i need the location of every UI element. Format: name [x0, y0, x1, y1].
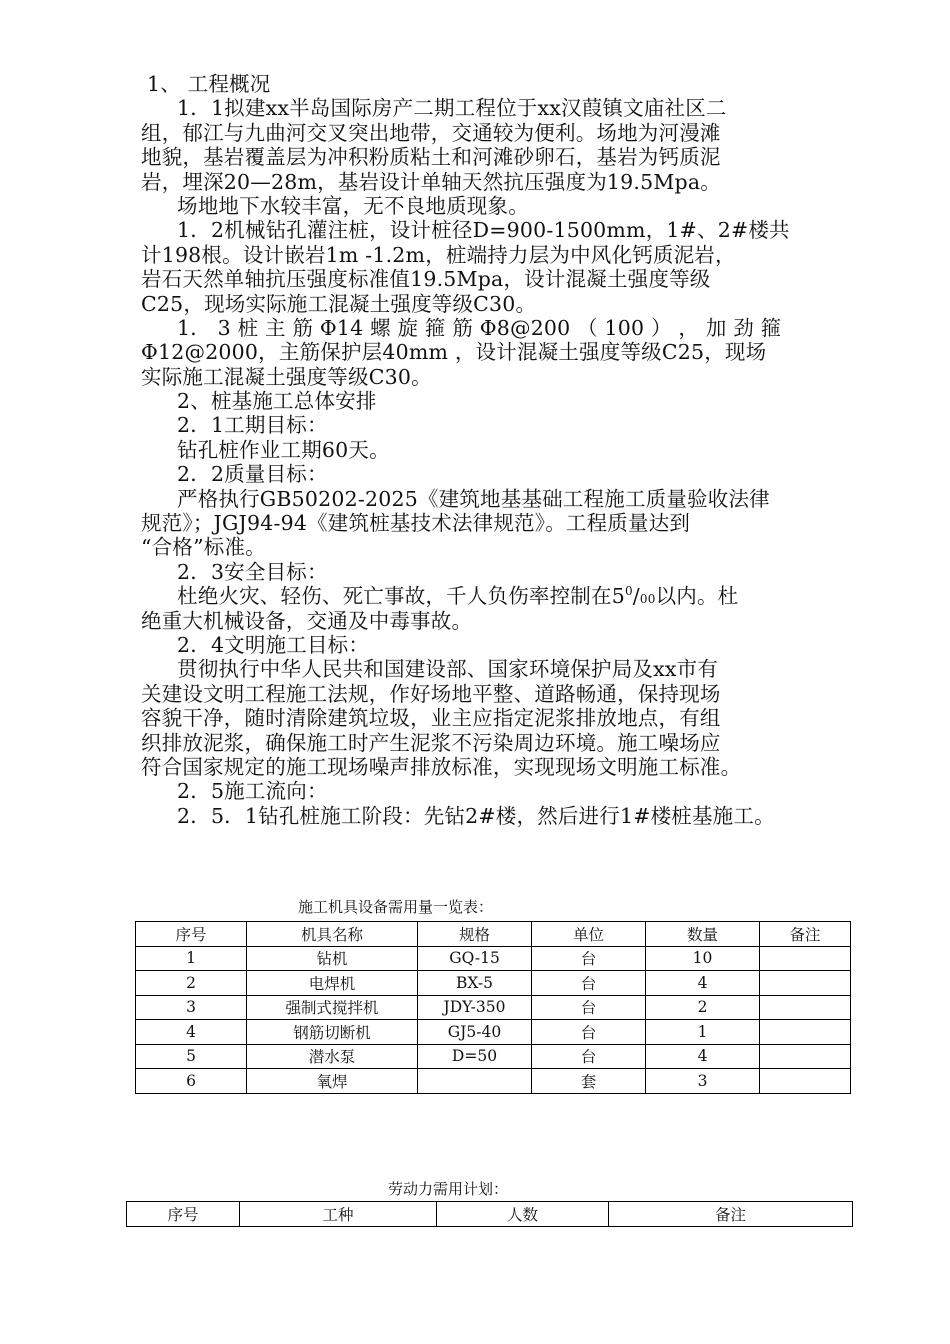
paragraph-group-b — [141, 609, 841, 829]
table-cell: D=50 — [418, 1044, 532, 1069]
table-row — [136, 1069, 851, 1094]
text-line: 规范》；JGJ94-94《建筑桩基技术法律规范》。工程质量达到 — [141, 511, 691, 536]
table-cell: 规格 — [418, 922, 532, 947]
text-line: 严格执行GB50202-2025《建筑地基基础工程施工质量验收法律 — [177, 486, 770, 511]
table-row — [136, 971, 851, 996]
table-row — [136, 1044, 851, 1069]
text-line: C25，现场实际施工混凝土强度等级C30。 — [141, 291, 537, 316]
table-cell: 钻机 — [247, 946, 418, 971]
table-cell — [760, 995, 851, 1020]
table-cell: 套 — [532, 1069, 646, 1094]
table-header-row — [127, 1202, 853, 1227]
table-cell: 3 — [646, 1069, 760, 1094]
text-line: 容貌干净，随时清除建筑垃圾，业主应指定泥浆排放地点，有组 — [141, 706, 721, 731]
safety-goal-line: 杜绝火灾、轻伤、死亡事故，千人负伤率控制在$5^0/00$以内。杜 — [177, 584, 739, 609]
table-cell: 10 — [646, 946, 760, 971]
table-cell: 强制式搅拌机 — [247, 995, 418, 1020]
table-cell: 钢筋切断机 — [247, 1020, 418, 1045]
text-line: 织排放泥浆，确保施工时产生泥浆不污染周边环境。施工噪场应 — [141, 730, 721, 755]
equipment-table — [135, 921, 851, 1094]
table-row — [136, 1020, 851, 1045]
table-cell: GJ5-40 — [418, 1020, 532, 1045]
text-line: 2．4文明施工目标： — [177, 632, 370, 657]
table-cell — [760, 1069, 851, 1094]
table-cell: 5 — [136, 1044, 247, 1069]
table-cell: 3 — [136, 995, 247, 1020]
table-cell: 机具名称 — [247, 922, 418, 947]
text-line: 绝重大机械设备，交通及中毒事故。 — [141, 608, 473, 633]
text-line: 钻孔桩作业工期60天。 — [177, 437, 390, 462]
table-cell: 序号 — [136, 922, 247, 947]
text-line: Φ12@2000，主筋保护层40mm ，设计混凝土强度等级C25，现场 — [141, 340, 767, 365]
table-cell: 4 — [646, 971, 760, 996]
table-cell: JDY-350 — [418, 995, 532, 1020]
table-row — [136, 995, 851, 1020]
table-cell: 工种 — [240, 1202, 437, 1227]
labor-table-caption: 劳动力需用计划： — [388, 1180, 509, 1198]
table-cell: 电焊机 — [247, 971, 418, 996]
paragraph-group-a — [141, 72, 841, 584]
table-cell: 1 — [646, 1020, 760, 1045]
text-line: 岩石天然单轴抗压强度标准值19.5Mpa，设计混凝土强度等级 — [141, 267, 711, 292]
table-cell — [760, 1044, 851, 1069]
table-cell: 潜水泵 — [247, 1044, 418, 1069]
body-text — [141, 72, 841, 828]
text-line: 1．2机械钻孔灌注桩，设计桩径D=900-1500mm，1#、2#楼共 — [177, 218, 790, 243]
table-cell: 台 — [532, 1044, 646, 1069]
text-line: 计198根。设计嵌岩1m -1.2m，桩端持力层为中风化钙质泥岩， — [141, 242, 736, 267]
text-line: 岩，埋深20—28m，基岩设计单轴天然抗压强度为19.5Mpa。 — [141, 169, 721, 194]
table-cell: 台 — [532, 971, 646, 996]
table-cell: 单位 — [532, 922, 646, 947]
text-line: 2、桩基施工总体安排 — [177, 389, 377, 414]
table-cell — [418, 1069, 532, 1094]
text-line: “合格”标准。 — [141, 535, 266, 560]
table-cell: 2 — [136, 971, 247, 996]
text-line: 1． 3 桩 主 筋 Φ14 螺 旋 箍 筋 Φ8@200 （ 100 ） ， 加 劲 箍 — [177, 315, 782, 340]
table-cell: GQ-15 — [418, 946, 532, 971]
labor-table — [126, 1201, 853, 1227]
table-cell: BX-5 — [418, 971, 532, 996]
text-line: 地貌，基岩覆盖层为冲积粉质粘土和河滩砂卵石，基岩为钙质泥 — [141, 145, 721, 170]
table-cell: 数量 — [646, 922, 760, 947]
table-row — [136, 946, 851, 971]
text-line: 2．3安全目标： — [177, 559, 328, 584]
text-line: 1、 工程概况 — [147, 72, 271, 96]
table-cell — [760, 1020, 851, 1045]
table-cell: 备注 — [609, 1202, 853, 1227]
text-line: 1．1拟建xx半岛国际房产二期工程位于xx汉葭镇文庙社区二 — [177, 96, 727, 121]
table-cell: 2 — [646, 995, 760, 1020]
text-line: 2．2质量目标： — [177, 462, 328, 487]
table-cell: 序号 — [127, 1202, 240, 1227]
text-line: 组，郁江与九曲河交叉突出地带，交通较为便利。场地为河漫滩 — [141, 120, 721, 145]
table-cell: 6 — [136, 1069, 247, 1094]
permille-denominator: 00 — [639, 592, 656, 607]
table-cell: 1 — [136, 946, 247, 971]
table-cell: 4 — [136, 1020, 247, 1045]
text-line: 实际施工混凝土强度等级C30。 — [141, 364, 432, 389]
text-line: 2．5．1钻孔桩施工阶段：先钻2#楼，然后进行1#楼桩基施工。 — [177, 803, 775, 828]
table-cell: 台 — [532, 995, 646, 1020]
permille-numerator: 0 — [624, 584, 633, 599]
text-line: 关建设文明工程施工法规，作好场地平整、道路畅通，保持现场 — [141, 681, 721, 706]
table-cell — [760, 971, 851, 996]
table-cell: 氧焊 — [247, 1069, 418, 1094]
table-cell: 台 — [532, 1020, 646, 1045]
table-header-row — [136, 922, 851, 947]
table-cell — [760, 946, 851, 971]
text-line: 场地地下水较丰富，无不良地质现象。 — [177, 193, 529, 218]
equipment-table-caption: 施工机具设备需用量一览表： — [298, 898, 494, 916]
table-cell: 备注 — [760, 922, 851, 947]
text-line: 符合国家规定的施工现场噪声排放标准，实现现场文明施工标准。 — [141, 754, 742, 779]
text-line: 贯彻执行中华人民共和国建设部、国家环境保护局及xx市有 — [177, 657, 719, 682]
text-line: 2．1工期目标： — [177, 413, 328, 438]
table-cell: 台 — [532, 946, 646, 971]
table-cell: 人数 — [437, 1202, 609, 1227]
text-line: 2．5施工流向： — [177, 779, 328, 804]
table-cell: 4 — [646, 1044, 760, 1069]
